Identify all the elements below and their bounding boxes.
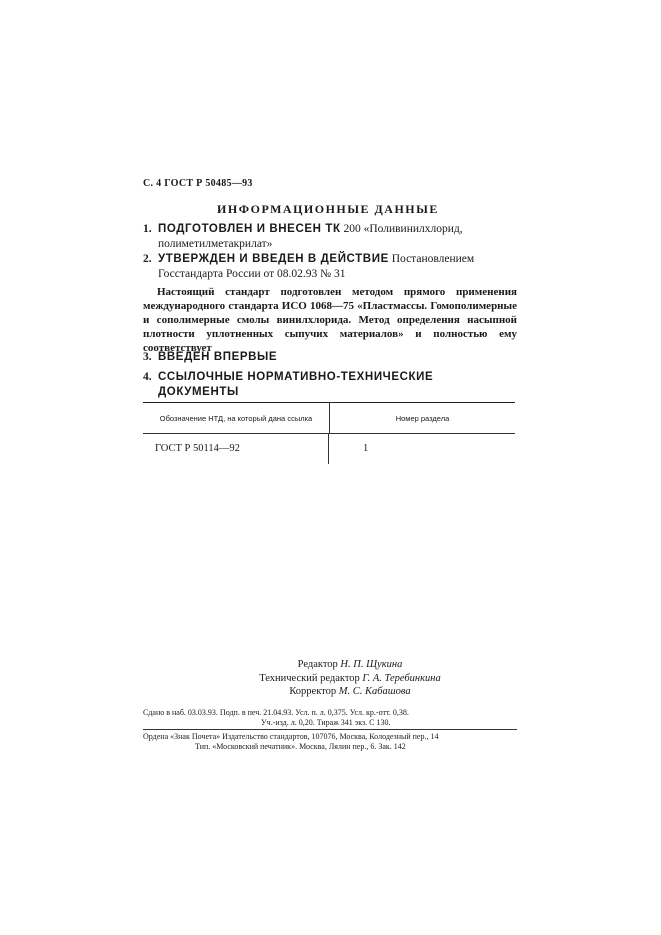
column-header-section: Номер раздела [395, 413, 450, 423]
proofreader-line [200, 685, 500, 699]
cell-document: ГОСТ Р 50114—92 [143, 434, 329, 464]
info-item-1 [143, 222, 515, 252]
print-imprint [143, 708, 517, 728]
section-title: ИНФОРМАЦИОННЫЕ ДАННЫЕ [217, 202, 439, 216]
tech-editor-line [200, 672, 500, 686]
item-number: 2. [143, 253, 152, 265]
item-text: 200 «Поливинилхлорид, полиметилметакрилат» [158, 223, 463, 250]
page-header: С. 4 ГОСТ Р 50485—93 [143, 178, 253, 189]
info-item-4 [143, 370, 515, 400]
divider [143, 729, 517, 730]
tech-editor-label: Технический редактор [259, 672, 360, 684]
item-heading: ПОДГОТОВЛЕН И ВНЕСЕН ТК [158, 223, 341, 235]
editorial-credits [200, 658, 500, 699]
item-heading: ССЫЛОЧНЫЕ НОРМАТИВНО-ТЕХНИЧЕСКИЕ ДОКУМЕНТЫ [158, 371, 434, 398]
cell-section: 1 [363, 443, 369, 454]
item-heading: УТВЕРЖДЕН И ВВЕДЕН В ДЕЙСТВИЕ [158, 253, 389, 265]
item-text: Постановлением Госстандарта России от 08.02.93 № 31 [158, 253, 475, 280]
reference-table [143, 402, 515, 464]
imprint-line-2: Уч.-изд. л. 0,20. Тираж 341 экз. С 130. [261, 718, 391, 727]
editor-name: Н. П. Щукина [340, 659, 403, 670]
proofreader-name: М. С. Кабашова [338, 686, 411, 697]
table-row [143, 434, 515, 464]
proofreader-label: Корректор [289, 686, 337, 697]
footer-line-1: Ордена «Знак Почета» Издательство стандартов, 107076, Москва, Колодезный пер., 14 [143, 732, 439, 741]
item-number: 1. [143, 223, 152, 235]
item-number: 3. [143, 351, 152, 363]
table-header [143, 403, 515, 434]
item-number: 4. [143, 371, 152, 383]
publisher-footer [143, 732, 517, 752]
tech-editor-name: Г. А. Теребинкина [362, 672, 441, 684]
editor-line [200, 658, 500, 672]
info-item-3 [143, 350, 515, 365]
info-item-2 [143, 252, 515, 282]
standard-description: Настоящий стандарт подготовлен методом прямого применения международного стандарта ИСО 1068—75 «Пластмассы. Гомополимерные и сополимерные смолы винилхлорида. Метод определения насыпной плотности уплотненных сыпучих материалов» и полностью ему соответствует [143, 286, 517, 354]
editor-label: Редактор [297, 659, 338, 670]
column-header-document: Обозначение НТД, на который дана ссылка [143, 403, 330, 433]
item-heading: ВВЕДЕН ВПЕРВЫЕ [158, 351, 278, 363]
imprint-line-1: Сдано в наб. 03.03.93. Подп. в печ. 21.04.93. Усл. п. л. 0,375. Усл. кр.-отт. 0,38. [143, 708, 409, 717]
footer-line-2: Тип. «Московский печатник». Москва, Лялин пер., 6. Зак. 142 [195, 742, 406, 751]
